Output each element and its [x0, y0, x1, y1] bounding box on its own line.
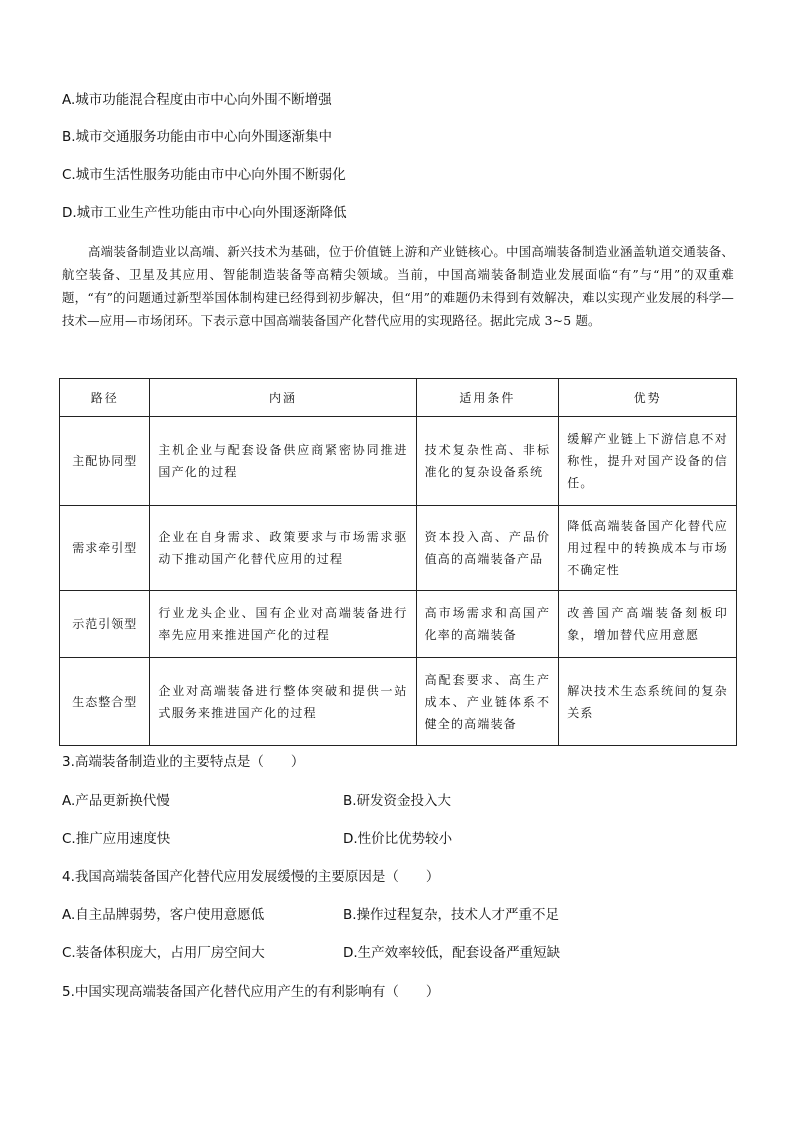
- header-meaning: 内涵: [150, 379, 416, 417]
- table-row: [60, 417, 737, 506]
- header-route: 路径: [60, 379, 150, 417]
- q4-option-a: A.自主品牌弱势，客户使用意愿低: [62, 907, 265, 923]
- header-conditions: 适用条件: [416, 379, 559, 417]
- prev-option-b: B.城市交通服务功能由市中心向外围逐渐集中: [62, 129, 333, 145]
- route-advantages: 缓解产业链上下游信息不对称性，提升对国产设备的信任。: [559, 417, 737, 506]
- route-name: 主配协同型: [60, 417, 150, 506]
- q3-option-b: B.研发资金投入大: [343, 793, 452, 809]
- route-conditions: 资本投入高、产品价值高的高端装备产品: [416, 506, 559, 591]
- q3-option-d: D.性价比优势较小: [343, 831, 453, 847]
- table-row: [60, 506, 737, 591]
- route-advantages: 降低高端装备国产化替代应用过程中的转换成本与市场不确定性: [559, 506, 737, 591]
- q3-option-a: A.产品更新换代慢: [62, 793, 170, 809]
- route-conditions: 技术复杂性高、非标准化的复杂设备系统: [416, 417, 559, 506]
- route-name: 示范引领型: [60, 591, 150, 658]
- table-header-row: [60, 379, 737, 417]
- route-meaning: 行业龙头企业、国有企业对高端装备进行率先应用来推进国产化的过程: [150, 591, 416, 658]
- route-meaning: 主机企业与配套设备供应商紧密协同推进国产化的过程: [150, 417, 416, 506]
- prev-option-a: A.城市功能混合程度由市中心向外围不断增强: [62, 92, 332, 108]
- prev-option-c: C.城市生活性服务功能由市中心向外围不断弱化: [62, 167, 346, 183]
- route-name: 生态整合型: [60, 658, 150, 746]
- route-advantages: 解决技术生态系统间的复杂关系: [559, 658, 737, 746]
- route-conditions: 高市场需求和高国产化率的高端装备: [416, 591, 559, 658]
- q4-option-b: B.操作过程复杂，技术人才严重不足: [343, 907, 560, 923]
- route-name: 需求牵引型: [60, 506, 150, 591]
- route-meaning: 企业在自身需求、政策要求与市场需求驱动下推动国产化替代应用的过程: [150, 506, 416, 591]
- implementation-routes-table: [59, 378, 737, 746]
- prev-option-d: D.城市工业生产性功能由市中心向外围逐渐降低: [62, 205, 347, 221]
- table-row: [60, 591, 737, 658]
- header-advantages: 优势: [559, 379, 737, 417]
- question-5-stem: 5.中国实现高端装备国产化替代应用产生的有利影响有（ ）: [62, 984, 440, 1000]
- q3-option-c: C.推广应用速度快: [62, 831, 171, 847]
- reading-passage: 高端装备制造业以高端、新兴技术为基础，位于价值链上游和产业链核心。中国高端装备制造业涵盖轨道交通装备、航空装备、卫星及其应用、智能制造装备等高精尖领域。当前，中国高端装备制造业发展面临“有”与“用”的双重难题，“有”的问题通过新型举国体制构建已经得到初步解决，但“用”的难题仍未得到有效解决，难以实现产业发展的科学—技术—应用—市场闭环。下表示意中国高端装备国产化替代应用的实现路径。据此完成 3~5 题。: [62, 244, 734, 328]
- route-meaning: 企业对高端装备进行整体突破和提供一站式服务来推进国产化的过程: [150, 658, 416, 746]
- q4-option-c: C.装备体积庞大，占用厂房空间大: [62, 945, 265, 961]
- route-advantages: 改善国产高端装备刻板印象，增加替代应用意愿: [559, 591, 737, 658]
- route-conditions: 高配套要求、高生产成本、产业链体系不健全的高端装备: [416, 658, 559, 746]
- question-3-stem: 3.高端装备制造业的主要特点是（ ）: [62, 754, 305, 770]
- table-row: [60, 658, 737, 746]
- question-4-stem: 4.我国高端装备国产化替代应用发展缓慢的主要原因是（ ）: [62, 869, 440, 885]
- q4-option-d: D.生产效率较低，配套设备严重短缺: [343, 945, 561, 961]
